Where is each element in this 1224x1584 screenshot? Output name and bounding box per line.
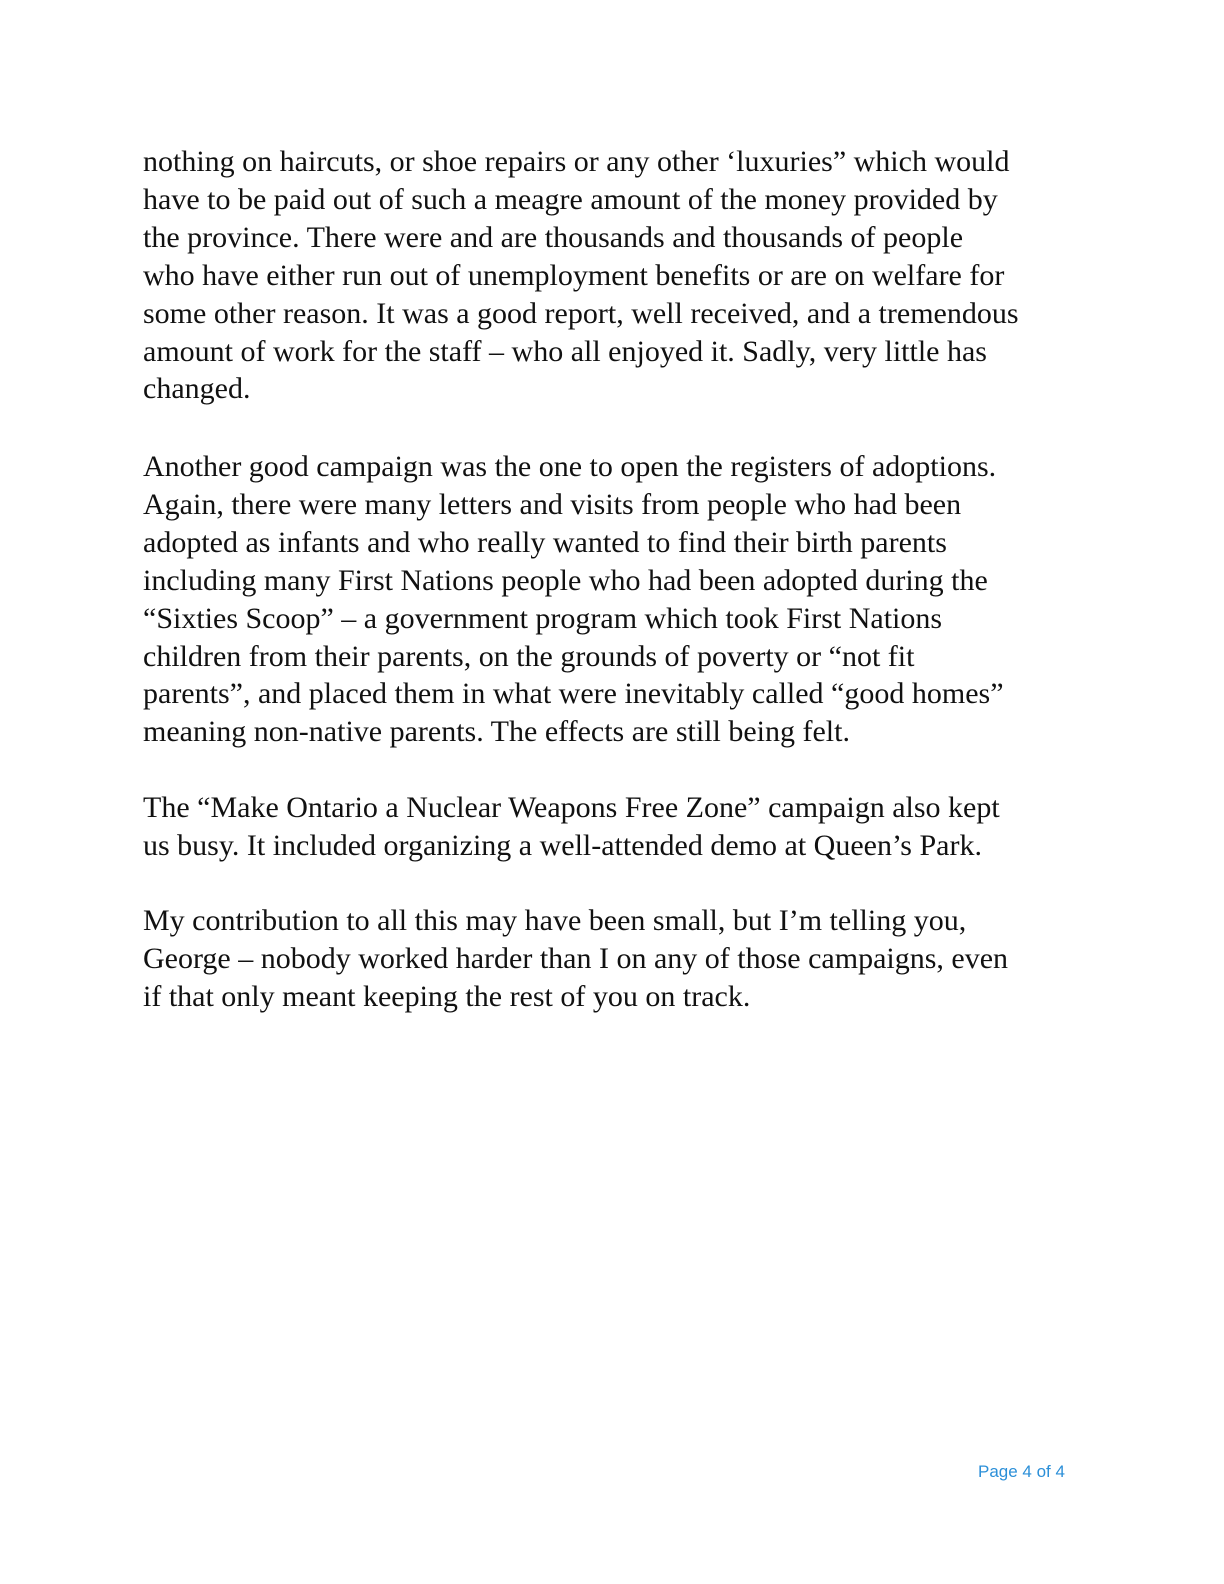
paragraph-3 — [143, 789, 1000, 865]
text-line: have to be paid out of such a meagre amount of the money provided by — [143, 182, 998, 216]
text-line: George – nobody worked harder than I on any of those campaigns, even — [143, 941, 1009, 975]
page-number: Page 4 of 4 — [978, 1462, 1065, 1481]
text-line: “Sixties Scoop” – a government program which took First Nations — [143, 601, 943, 635]
text-line: including many First Nations people who had been adopted during the — [143, 563, 988, 597]
text-line: us busy. It included organizing a well-attended demo at Queen’s Park. — [143, 828, 982, 862]
text-line: My contribution to all this may have been small, but I’m telling you, — [143, 904, 967, 937]
text-line: if that only meant keeping the rest of you on track. — [143, 979, 751, 1013]
text-line: changed. — [143, 372, 251, 406]
text-line: The “Make Ontario a Nuclear Weapons Free Zone” campaign also kept — [143, 791, 1000, 824]
text-line: the province. There were and are thousands and thousands of people — [143, 220, 964, 254]
text-line: parents”, and placed them in what were inevitably called “good homes” — [143, 677, 1004, 711]
text-line: meaning non-native parents. The effects are still being felt. — [143, 715, 850, 749]
paragraph-1 — [143, 143, 1019, 408]
text-line: Another good campaign was the one to open the registers of adoptions. — [143, 450, 997, 483]
text-line: who have either run out of unemployment benefits or are on welfare for — [143, 258, 1005, 292]
text-line: nothing on haircuts, or shoe repairs or any other ‘luxuries” which would — [143, 145, 1010, 178]
text-line: some other reason. It was a good report, well received, and a tremendous — [143, 296, 1019, 330]
paragraph-4 — [143, 902, 1008, 1016]
text-line: amount of work for the staff – who all enjoyed it. Sadly, very little has — [143, 334, 987, 368]
paragraph-2 — [143, 448, 1004, 751]
text-line: adopted as infants and who really wanted to find their birth parents — [143, 525, 947, 559]
text-line: children from their parents, on the grounds of poverty or “not fit — [143, 639, 915, 673]
text-line: Again, there were many letters and visits from people who had been — [143, 487, 962, 521]
